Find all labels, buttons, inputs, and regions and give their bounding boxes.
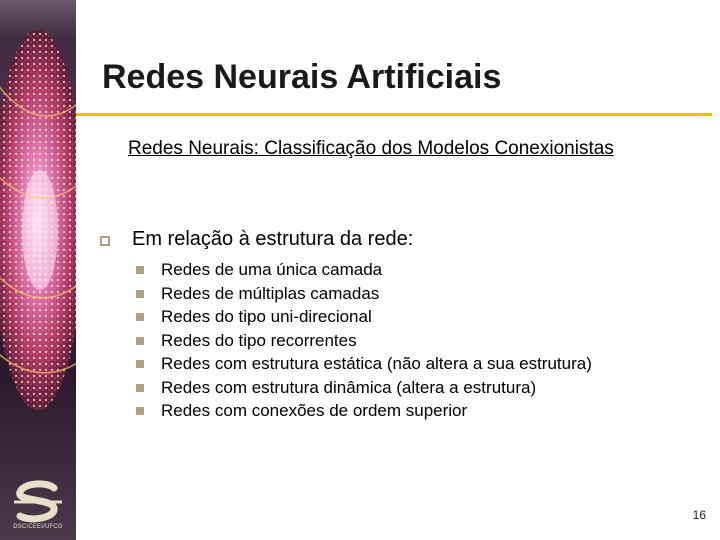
hollow-square-bullet-icon [100, 236, 110, 246]
page-number: 16 [692, 508, 706, 522]
sub-bullet-text: Redes do tipo recorrentes [161, 330, 357, 350]
square-bullet-icon [136, 360, 144, 368]
square-bullet-icon [136, 313, 144, 321]
main-bullet-text: Em relação à estrutura da rede: [132, 228, 414, 250]
sub-bullet-text: Redes de múltiplas camadas [161, 283, 380, 303]
square-bullet-icon [136, 384, 144, 392]
logo-caption: DSC/CEEI/UFCG [13, 524, 63, 530]
slide-title: Redes Neurais Artificiais [102, 58, 502, 96]
square-bullet-icon [136, 266, 144, 274]
square-bullet-icon [136, 407, 144, 415]
decorative-side-strip [0, 0, 76, 540]
title-divider [76, 113, 712, 116]
sub-bullet-text: Redes do tipo uni-direcional [161, 307, 372, 326]
dsc-logo-icon [8, 480, 68, 524]
slide-subtitle: Redes Neurais: Classificação dos Modelos Conexionistas [128, 138, 614, 159]
square-bullet-icon [136, 337, 144, 345]
sub-bullet-text: Redes com conexões de ordem superior [161, 401, 468, 420]
square-bullet-icon [136, 290, 144, 298]
sub-bullet-text: Redes com estrutura dinâmica (altera a estrutura) [161, 377, 537, 397]
neural-sphere-image [0, 20, 76, 420]
sub-bullet-text: Redes com estrutura estática (não altera a sua estrutura) [161, 354, 592, 373]
sub-bullet-text: Redes de uma única camada [161, 260, 383, 279]
